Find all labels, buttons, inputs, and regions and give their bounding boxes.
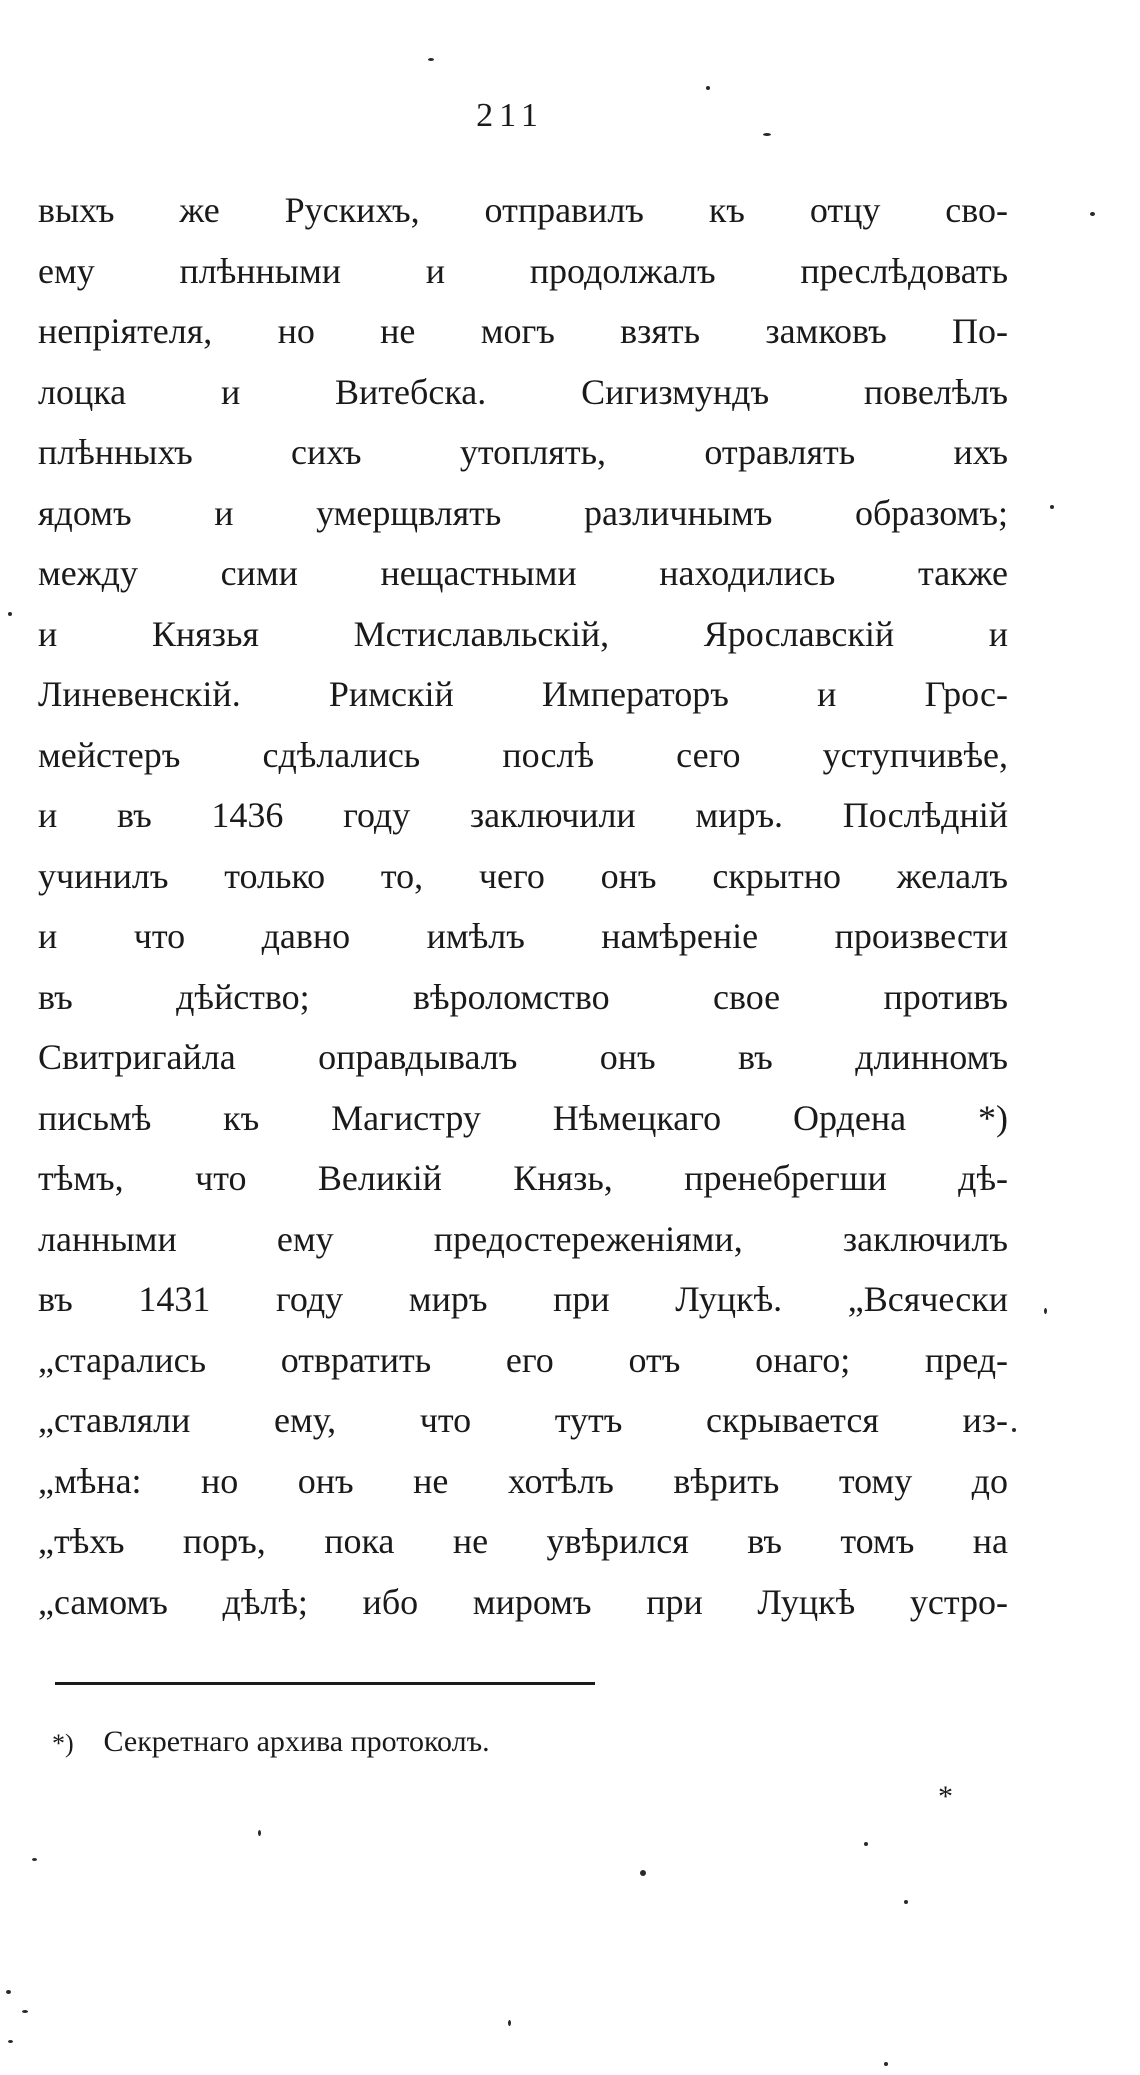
text-line: „мѣна: но онъ не хотѣлъ вѣрить тому до [38,1460,1008,1501]
text-line: Линевенскій. Римскій Императоръ и Грос- [38,674,1008,714]
footnote-text: Секретнаго архива протоколъ. [103,1725,490,1758]
paper-speck [640,1870,646,1876]
paper-speck [32,1858,37,1861]
paper-speck [763,133,771,136]
text-line: „самомъ дѣлѣ; ибо миромъ при Луцкѣ устро- [38,1581,1008,1622]
paper-speck [258,1830,261,1836]
footnote-mark: *) [52,1729,74,1759]
page-number: 211 [476,97,544,134]
text-line: между сими нещастными находились также [38,553,1008,593]
text-line: ему плѣнными и продолжалъ преслѣдовать [38,250,1008,291]
paper-speck [1044,1308,1047,1314]
text-line: непріятеля, но не могъ взять замковъ По- [38,311,1008,351]
paper-speck [22,2010,28,2013]
text-line: ланными ему предостереженіями, заключилъ [38,1218,1008,1259]
body-text [38,180,1008,1632]
text-line: „старались отвратить его отъ онаго; пред- [38,1339,1008,1380]
text-line: и Князья Мстиславльскій, Ярославскій и [38,613,1008,654]
paper-speck [1090,212,1095,216]
paper-speck [904,1900,908,1904]
paper-speck [508,2020,511,2026]
catchword: * [938,1780,953,1813]
text-line: лоцка и Витебска. Сигизмундъ повелѣлъ [38,371,1008,412]
text-line: „тѣхъ поръ, пока не увѣрился въ томъ на [38,1521,1008,1561]
paper-speck [428,58,434,61]
text-line: въ дѣйство; вѣроломство свое противъ [38,976,1008,1017]
text-line: въ 1431 году миръ при Луцкѣ. „Всячески [38,1279,1008,1319]
paper-speck [6,1990,11,1994]
text-line: письмѣ къ Магистру Нѣмецкаго Ордена *) [38,1097,1008,1138]
text-line: и что давно имѣлъ намѣреніе произвести [38,916,1008,956]
text-line: мейстеръ сдѣлались послѣ сего уступчивѣе, [38,734,1008,775]
text-line: выхъ же Рускихъ, отправилъ къ отцу сво- [38,190,1008,230]
text-line: ядомъ и умерщвлять различнымъ образомъ; [38,492,1008,533]
text-line: плѣнныхъ сихъ утоплять, отравлять ихъ [38,432,1008,472]
paper-speck [8,2040,13,2043]
paper-speck [8,612,12,616]
text-line: „ставляли ему, что тутъ скрывается из- [38,1400,1008,1440]
text-line: Свитригайла оправдывалъ онъ въ длинномъ [38,1037,1008,1077]
footnote-rule [55,1682,595,1685]
footnote [52,1722,490,1764]
text-line: тѣмъ, что Великій Князь, пренебрегши дѣ- [38,1158,1008,1198]
paper-speck [864,1842,868,1846]
paper-speck [1012,1428,1016,1432]
paper-speck [706,86,710,90]
paper-speck [884,2062,888,2066]
paper-speck [1050,505,1054,509]
text-line: учинилъ только то, чего онъ скрытно желалъ [38,855,1008,896]
text-line: и въ 1436 году заключили миръ. Послѣдній [38,795,1008,835]
